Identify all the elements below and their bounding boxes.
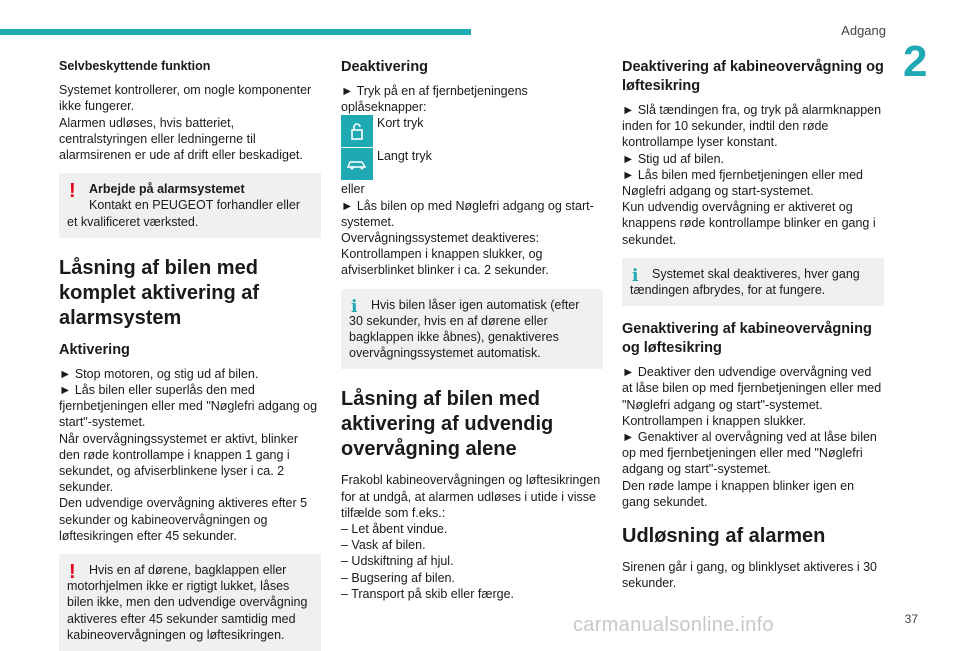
warning-title: Arbejde på alarmsystemet	[89, 182, 245, 197]
column-1	[59, 58, 321, 651]
column-3	[622, 58, 884, 591]
page-number: 37	[904, 612, 918, 626]
header-accent-bar	[0, 29, 471, 35]
heading-reactivation: Genaktivering af kabineovervågning og løftesikring	[622, 321, 872, 357]
step-line: Den røde lampe i knappen blinker igen en gang sekundet.	[622, 478, 855, 509]
info-box	[622, 258, 884, 306]
section-title: Adgang	[841, 23, 886, 38]
step-line: Den udvendige overvågning aktiveres efter 5 sekunder og kabineovervågningen og løftesikringen efter 45 sekunder.	[59, 496, 308, 543]
step-line: ► Tryk på en af fjernbetjeningens oplåseknapper:	[341, 84, 528, 115]
heading-self-protection: Selvbeskyttende funktion	[59, 59, 211, 73]
list-item: – Bugsering af bilen.	[341, 570, 455, 585]
warning-text: Kontakt en PEUGEOT forhandler eller et kvalificeret værksted.	[67, 198, 300, 229]
step-line: ► Lås bilen med fjernbetjeningen eller med Nøglefri adgang og start-systemet.	[622, 167, 863, 199]
list-item: – Let åbent vindue.	[341, 522, 448, 537]
step-line: ► Genaktiver al overvågning ved at låse bilen op med fjernbetjeningen eller med "Nøglefri adgang og start"-systemet.	[622, 430, 877, 477]
heading-exterior-only: Låsning af bilen med aktivering af udvendig overvågning alene	[341, 388, 554, 461]
info-text: Systemet skal deaktiveres, hver gang tændingen afbrydes, for at fungere.	[630, 266, 860, 298]
list-item: – Vask af bilen.	[341, 538, 426, 553]
car-key-icon	[341, 148, 373, 180]
paragraph: Alarmen udløses, hvis batteriet, centralstyringen eller ledningerne til alarmsirenen er ude af drift eller beskadiget.	[59, 115, 303, 163]
heading-deactivation: Deaktivering	[341, 59, 429, 75]
step-line: eller	[341, 182, 365, 197]
step-line: Kun udvendig overvågning er aktiveret og knappens røde kontrollampe blinker en gang i sekundet.	[622, 200, 876, 247]
step-line: ► Lås bilen eller superlås den med fjernbetjeningen eller med "Nøglefri adgang og start"-systemet.	[59, 383, 318, 430]
key-long-press	[341, 148, 603, 181]
step-line: Når overvågningssystemet er aktivt, blinker den røde kontrollampe i knappen 1 gang i sekundet, og afviserblinkene lyser i ca. 2 sekunder.	[59, 431, 298, 495]
watermark: carmanualsonline.info	[573, 614, 774, 636]
column-2	[341, 58, 603, 602]
step-line: ► Stig ud af bilen.	[622, 151, 725, 166]
info-box	[341, 289, 603, 370]
heading-full-alarm: Låsning af bilen med komplet aktivering af alarmsystem	[59, 256, 260, 329]
warning-icon: !	[69, 561, 76, 584]
key-long-label: Langt tryk	[377, 149, 432, 164]
info-text: Hvis bilen låser igen automatisk (efter 30 sekunder, hvis en af dørene eller bagklappen ikke åbnes), genaktiveres overvågningssystemet automatisk.	[349, 297, 580, 361]
paragraph: Frakobl kabineovervågningen og løftesikringen for at undgå, at alarmen udløses i utide i visse tilfælde som f.eks.:	[341, 473, 601, 520]
list-item: – Udskiftning af hjul.	[341, 554, 454, 569]
key-short-label: Kort tryk	[377, 116, 424, 131]
step-line: ► Deaktiver den udvendige overvågning ved at låse bilen op med fjernbetjeningen eller med "Nøglefri adgang og start"-systemet.	[622, 365, 882, 412]
step-line: ► Stop motoren, og stig ud af bilen.	[59, 366, 259, 381]
heading-deactivate-interior: Deaktivering af kabineovervågning og løftesikring	[622, 59, 884, 94]
heading-alarm-triggered: Udløsning af alarmen	[622, 525, 826, 548]
warning-box	[59, 554, 321, 651]
warning-text: Hvis en af dørene, bagklappen eller motorhjelmen ikke er rigtigt lukket, låses bilen ikke, men den udvendige overvågning aktiveres efter 45 sekunder samtidig med kabineovervågningen og løftesikringen.	[67, 563, 308, 642]
paragraph: Systemet kontrollerer, om nogle komponenter ikke fungerer.	[59, 83, 312, 114]
unlock-key-icon	[341, 115, 373, 147]
step-line: Overvågningssystemet deaktiveres:	[341, 231, 540, 246]
step-line: ► Slå tændingen fra, og tryk på alarmknappen inden for 10 sekunder, indtil den røde kontrollampe lyser konstant.	[622, 103, 882, 150]
heading-activation: Aktivering	[59, 341, 130, 358]
step-line: ► Lås bilen op med Nøglefri adgang og start-systemet.	[341, 198, 594, 229]
list-item: – Transport på skib eller færge.	[341, 586, 514, 601]
step-line: Kontrollampen i knappen slukker, og afviserblinket blinker i ca. 2 sekunder.	[341, 247, 549, 278]
warning-box	[59, 173, 321, 238]
info-icon: ℹ	[632, 265, 639, 286]
warning-icon: !	[69, 180, 76, 203]
key-short-press	[341, 115, 603, 148]
chapter-number: 2	[903, 37, 928, 86]
step-line: Kontrollampen i knappen slukker.	[622, 413, 807, 428]
info-icon: ℹ	[351, 296, 358, 317]
paragraph: Sirenen går i gang, og blinklyset aktiveres i 30 sekunder.	[622, 560, 878, 591]
